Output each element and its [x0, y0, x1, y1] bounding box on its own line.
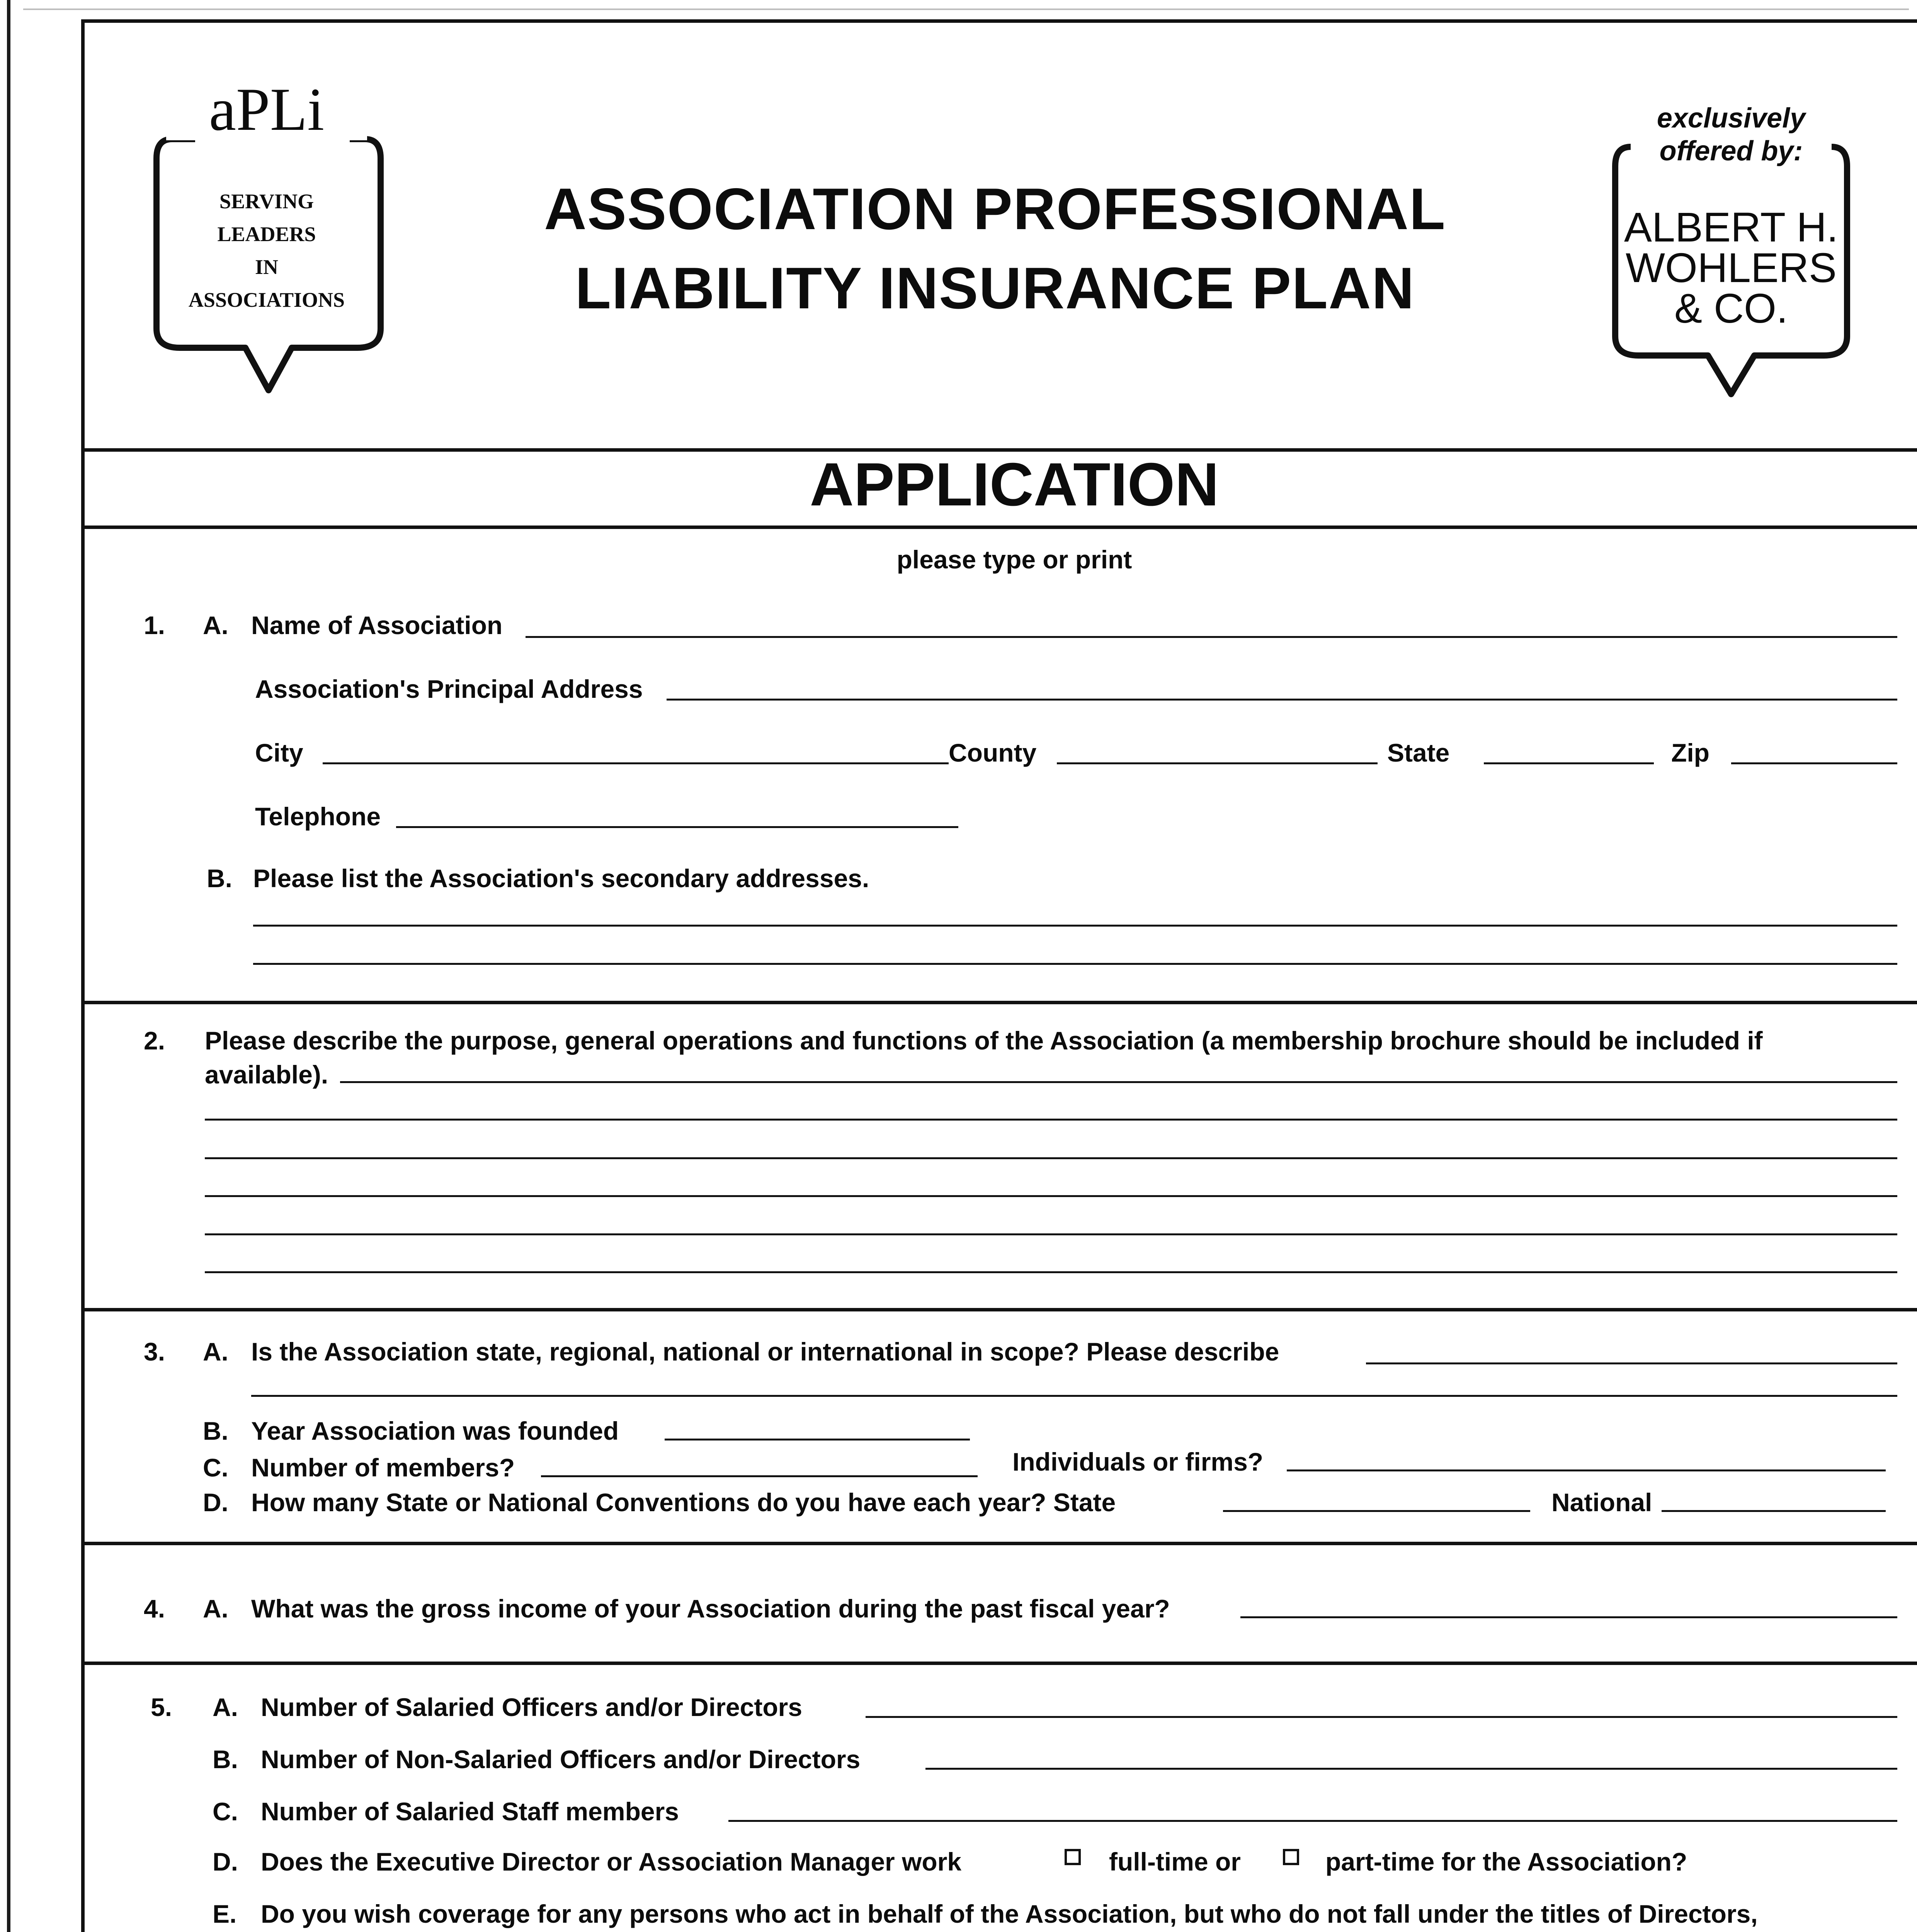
number-members-field[interactable]	[541, 1475, 978, 1477]
q3-d-label: How many State or National Conventions do you have each year? State	[251, 1488, 1116, 1517]
q5-b-letter: B.	[213, 1745, 238, 1774]
q3-b-label: Year Association was founded	[251, 1417, 619, 1445]
full-time-checkbox[interactable]	[1065, 1849, 1081, 1865]
q5-b-label: Number of Non-Salaried Officers and/or Directors	[261, 1745, 861, 1774]
q5-number: 5.	[151, 1693, 172, 1721]
year-founded-field[interactable]	[665, 1439, 970, 1440]
q2-number: 2.	[144, 1026, 165, 1055]
q1-a-letter: A.	[203, 611, 228, 639]
q3-d-letter: D.	[203, 1488, 228, 1517]
state-conventions-field[interactable]	[1223, 1510, 1530, 1512]
q3-a-letter: A.	[203, 1337, 228, 1366]
part-time-label: part-time for the Association?	[1325, 1847, 1687, 1876]
rule-section-3	[81, 1308, 1917, 1311]
instruction: please type or print	[896, 545, 1132, 574]
full-time-label: full-time or	[1109, 1847, 1241, 1876]
q3-number: 3.	[144, 1337, 165, 1366]
q3-a-label: Is the Association state, regional, national or international in scope? Please describe	[251, 1337, 1279, 1366]
plan-title-line-2: LIABILITY INSURANCE PLAN	[575, 255, 1415, 321]
zip-field[interactable]	[1731, 762, 1897, 764]
plan-title-line-1: ASSOCIATION PROFESSIONAL	[544, 176, 1446, 242]
apli-tagline-4: ASSOCIATIONS	[188, 288, 345, 311]
non-salaried-officers-field[interactable]	[925, 1768, 1897, 1770]
q1-number: 1.	[144, 611, 165, 639]
state-label: State	[1387, 738, 1450, 767]
q3-b-letter: B.	[203, 1417, 228, 1445]
purpose-line-4[interactable]	[205, 1195, 1897, 1197]
state-field[interactable]	[1484, 762, 1654, 764]
secondary-address-line-2[interactable]	[253, 963, 1897, 965]
county-field[interactable]	[1057, 762, 1378, 764]
county-label: County	[949, 738, 1037, 767]
telephone-label: Telephone	[255, 802, 381, 831]
q1-b-label: Please list the Association's secondary addresses.	[253, 864, 869, 893]
purpose-line-1[interactable]	[340, 1081, 1897, 1083]
scope-field-line-2[interactable]	[251, 1395, 1897, 1397]
telephone-field[interactable]	[396, 826, 958, 828]
q3-d-label2: National	[1551, 1488, 1652, 1517]
q5-e-line-1: Do you wish coverage for any persons who act in behalf of the Association, but who do not fall under the titles of Directors,	[261, 1900, 1758, 1928]
q4-a-letter: A.	[203, 1594, 228, 1623]
apli-tagline-1: SERVING	[219, 190, 314, 213]
q5-c-label: Number of Salaried Staff members	[261, 1797, 679, 1826]
purpose-line-2[interactable]	[205, 1119, 1897, 1121]
rule-bottom-application	[81, 526, 1917, 529]
q3-c-label: Number of members?	[251, 1453, 515, 1482]
offered-by-1: exclusively	[1631, 102, 1832, 134]
company-line-3: & CO.	[1674, 285, 1788, 332]
apli-tagline-2: LEADERS	[217, 223, 316, 246]
zip-label: Zip	[1671, 738, 1709, 767]
scope-field[interactable]	[1366, 1362, 1897, 1364]
purpose-line-3[interactable]	[205, 1157, 1897, 1159]
offered-by-2: offered by:	[1631, 135, 1832, 167]
q5-d-letter: D.	[213, 1847, 238, 1876]
scan-edge	[7, 0, 10, 1932]
q1-b-letter: B.	[207, 864, 232, 893]
q4-a-label: What was the gross income of your Association during the past fiscal year?	[251, 1594, 1170, 1623]
address-label: Association's Principal Address	[255, 675, 643, 703]
q3-c-letter: C.	[203, 1453, 228, 1482]
company-line-1: ALBERT H.	[1624, 204, 1839, 250]
q4-number: 4.	[144, 1594, 165, 1623]
purpose-line-5[interactable]	[205, 1233, 1897, 1235]
salaried-officers-field[interactable]	[866, 1716, 1897, 1718]
rule-section-4	[81, 1542, 1917, 1545]
q5-d-label: Does the Executive Director or Association Manager work	[261, 1847, 962, 1876]
q1-a-label: Name of Association	[251, 611, 503, 639]
q2-text-2: available).	[205, 1060, 328, 1089]
form-title: APPLICATION	[810, 451, 1219, 519]
individuals-firms-field[interactable]	[1287, 1469, 1886, 1471]
q5-e-letter: E.	[213, 1900, 237, 1928]
national-conventions-field[interactable]	[1662, 1510, 1886, 1512]
secondary-address-line-1[interactable]	[253, 925, 1897, 927]
rule-section-5	[81, 1662, 1917, 1665]
q2-text-1: Please describe the purpose, general operations and functions of the Association (a membership brochure should be included if	[205, 1026, 1763, 1055]
apli-brand: aPLi	[166, 79, 367, 140]
scan-top-edge	[23, 9, 1909, 10]
association-name-field[interactable]	[526, 636, 1897, 638]
q5-c-letter: C.	[213, 1797, 238, 1826]
gross-income-field[interactable]	[1240, 1616, 1897, 1618]
city-label: City	[255, 738, 303, 767]
apli-tagline-3: IN	[255, 255, 278, 279]
q3-c-label2: Individuals or firms?	[1012, 1447, 1264, 1476]
city-field[interactable]	[323, 762, 949, 764]
rule-section-2	[81, 1001, 1917, 1004]
part-time-checkbox[interactable]	[1283, 1849, 1299, 1865]
q5-a-letter: A.	[213, 1693, 238, 1721]
principal-address-field[interactable]	[667, 699, 1897, 701]
q5-a-label: Number of Salaried Officers and/or Directors	[261, 1693, 803, 1721]
purpose-line-6[interactable]	[205, 1271, 1897, 1273]
salaried-staff-field[interactable]	[728, 1820, 1897, 1822]
company-line-2: WOHLERS	[1625, 244, 1837, 291]
